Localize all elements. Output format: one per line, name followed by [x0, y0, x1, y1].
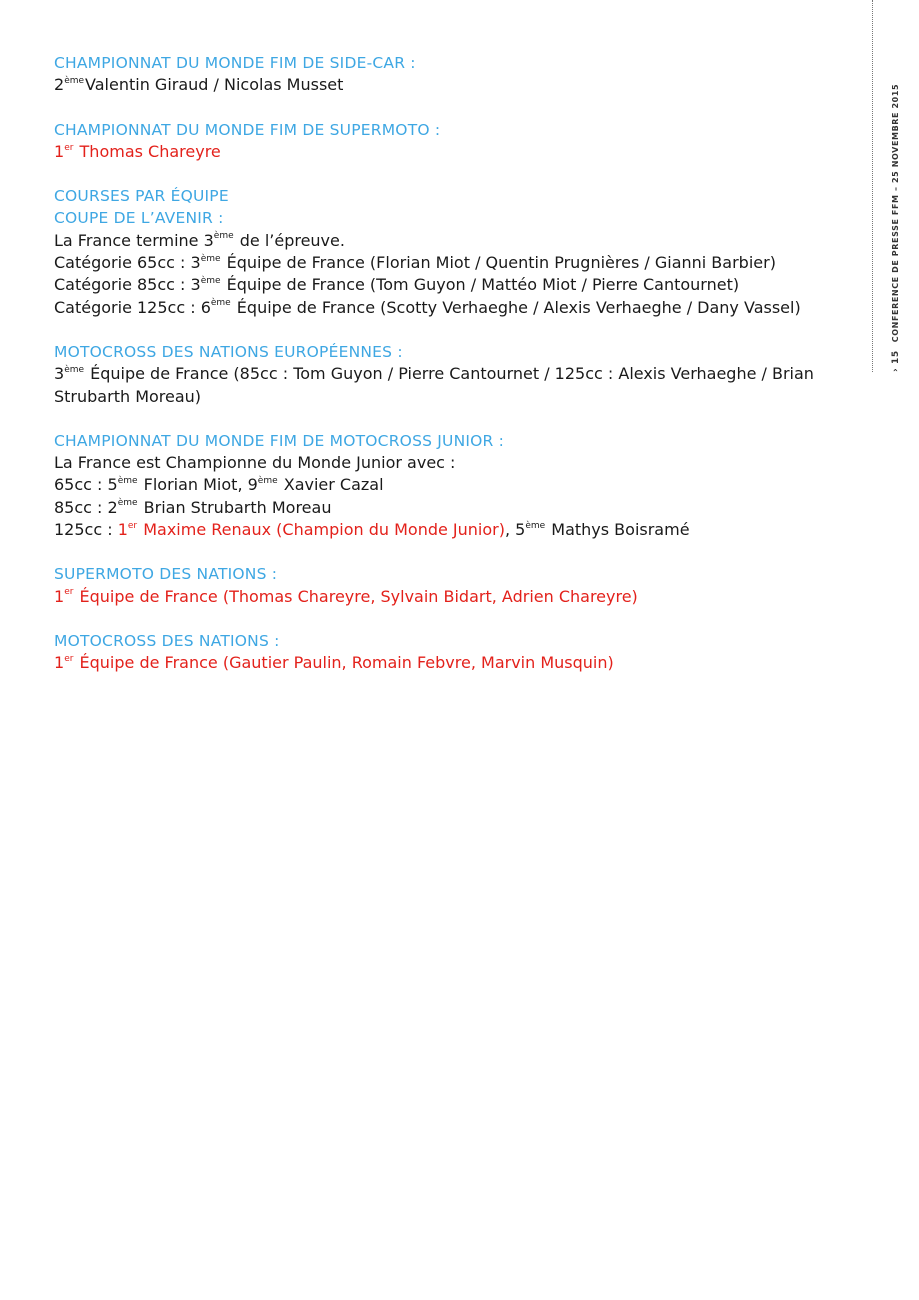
result-text: Florian Miot, 9 [138, 475, 258, 495]
section-mx-nations [54, 630, 869, 675]
rank-number: 1 [54, 653, 65, 673]
section-supermoto [54, 119, 869, 164]
result-text: Catégorie 85cc : 3 [54, 275, 201, 295]
sidebar-caption [891, 84, 901, 372]
rank-suffix: ème [64, 75, 85, 86]
section-euro-nations [54, 341, 869, 408]
result-line [54, 363, 869, 408]
result-text: Mathys Boisramé [546, 520, 690, 540]
rank-number: 1 [54, 586, 65, 606]
result-line [54, 497, 869, 519]
rank-suffix: ème [117, 476, 138, 487]
rank-suffix: ème [200, 276, 221, 287]
result-text: Équipe de France (Tom Guyon / Mattéo Miot / Pierre Cantournet) [221, 275, 740, 295]
result-line [54, 74, 869, 96]
section-heading: CHAMPIONNAT DU MONDE FIM DE SUPERMOTO : [54, 120, 441, 139]
winner-highlight [118, 520, 505, 539]
result-line [54, 652, 869, 674]
result-text: Équipe de France (Thomas Chareyre, Sylvain Bidart, Adrien Chareyre) [74, 586, 638, 606]
result-line: La France est Championne du Monde Junior avec : [54, 453, 456, 473]
result-text: Xavier Cazal [278, 475, 384, 495]
result-text: Brian Strubarth Moreau [138, 497, 332, 517]
result-text: La France termine 3 [54, 230, 214, 250]
result-text: Équipe de France (Gautier Paulin, Romain Febvre, Marvin Musquin) [74, 653, 614, 673]
result-line [54, 141, 869, 163]
section-heading: MOTOCROSS DES NATIONS EUROPÉENNES : [54, 342, 403, 361]
rank-suffix: ème [257, 476, 278, 487]
section-heading: SUPERMOTO DES NATIONS : [54, 565, 278, 584]
section-teams [54, 185, 869, 319]
result-line [54, 274, 869, 296]
result-text: Catégorie 125cc : 6 [54, 297, 211, 317]
result-line [54, 474, 869, 496]
rank-suffix: er [127, 520, 138, 531]
result-text: 125cc : [54, 520, 118, 540]
section-heading: MOTOCROSS DES NATIONS : [54, 631, 280, 650]
rank-number: 3 [54, 364, 65, 384]
section-sidecar [54, 52, 869, 97]
result-text: , 5 [504, 520, 526, 540]
rank-suffix: ème [117, 498, 138, 509]
rank-suffix: ème [525, 520, 546, 531]
result-text: 85cc : 2 [54, 497, 118, 517]
result-text: 65cc : 5 [54, 475, 118, 495]
sidebar-divider [872, 0, 873, 372]
rank-suffix: ème [213, 231, 234, 242]
result-text: Équipe de France (Florian Miot / Quentin Prugnières / Gianni Barbier) [221, 253, 776, 273]
rank-suffix: ème [210, 298, 231, 309]
section-heading: CHAMPIONNAT DU MONDE FIM DE SIDE-CAR : [54, 54, 416, 72]
result-text: de l’épreuve. [234, 230, 345, 250]
rank-suffix: ème [200, 253, 221, 264]
result-line [54, 519, 869, 541]
section-heading: COURSES PAR ÉQUIPE [54, 187, 229, 206]
result-line [54, 297, 869, 319]
document-body [54, 52, 869, 697]
section-junior [54, 430, 869, 541]
rank-suffix: er [64, 653, 74, 664]
rank-number: 2 [54, 75, 65, 95]
page-number: › 15 [891, 350, 901, 372]
sidebar-caption-text: CONFERENCE DE PRESSE FFM – 25 NOVEMBRE 2015 [891, 83, 900, 343]
rank-suffix: er [64, 142, 74, 153]
result-line [54, 586, 869, 608]
rank-suffix: ème [64, 364, 85, 375]
rank-suffix: er [64, 587, 74, 598]
section-subheading: COUPE DE L’AVENIR : [54, 209, 224, 228]
result-text: Maxime Renaux (Champion du Monde Junior) [138, 520, 505, 540]
result-text: Catégorie 65cc : 3 [54, 253, 201, 273]
section-heading: CHAMPIONNAT DU MONDE FIM DE MOTOCROSS JUNIOR : [54, 431, 505, 450]
result-text: Équipe de France (Scotty Verhaeghe / Alexis Verhaeghe / Dany Vassel) [231, 297, 801, 317]
section-supermoto-nations [54, 563, 869, 608]
rank-number: 1 [117, 520, 128, 540]
result-text: Thomas Chareyre [74, 141, 221, 161]
result-line [54, 252, 869, 274]
result-text: Valentin Giraud / Nicolas Musset [85, 75, 344, 95]
result-line [54, 230, 869, 252]
result-text: Équipe de France (85cc : Tom Guyon / Pierre Cantournet / 125cc : Alexis Verhaeghe / Brian Strubarth Moreau) [54, 364, 814, 406]
rank-number: 1 [54, 141, 65, 161]
